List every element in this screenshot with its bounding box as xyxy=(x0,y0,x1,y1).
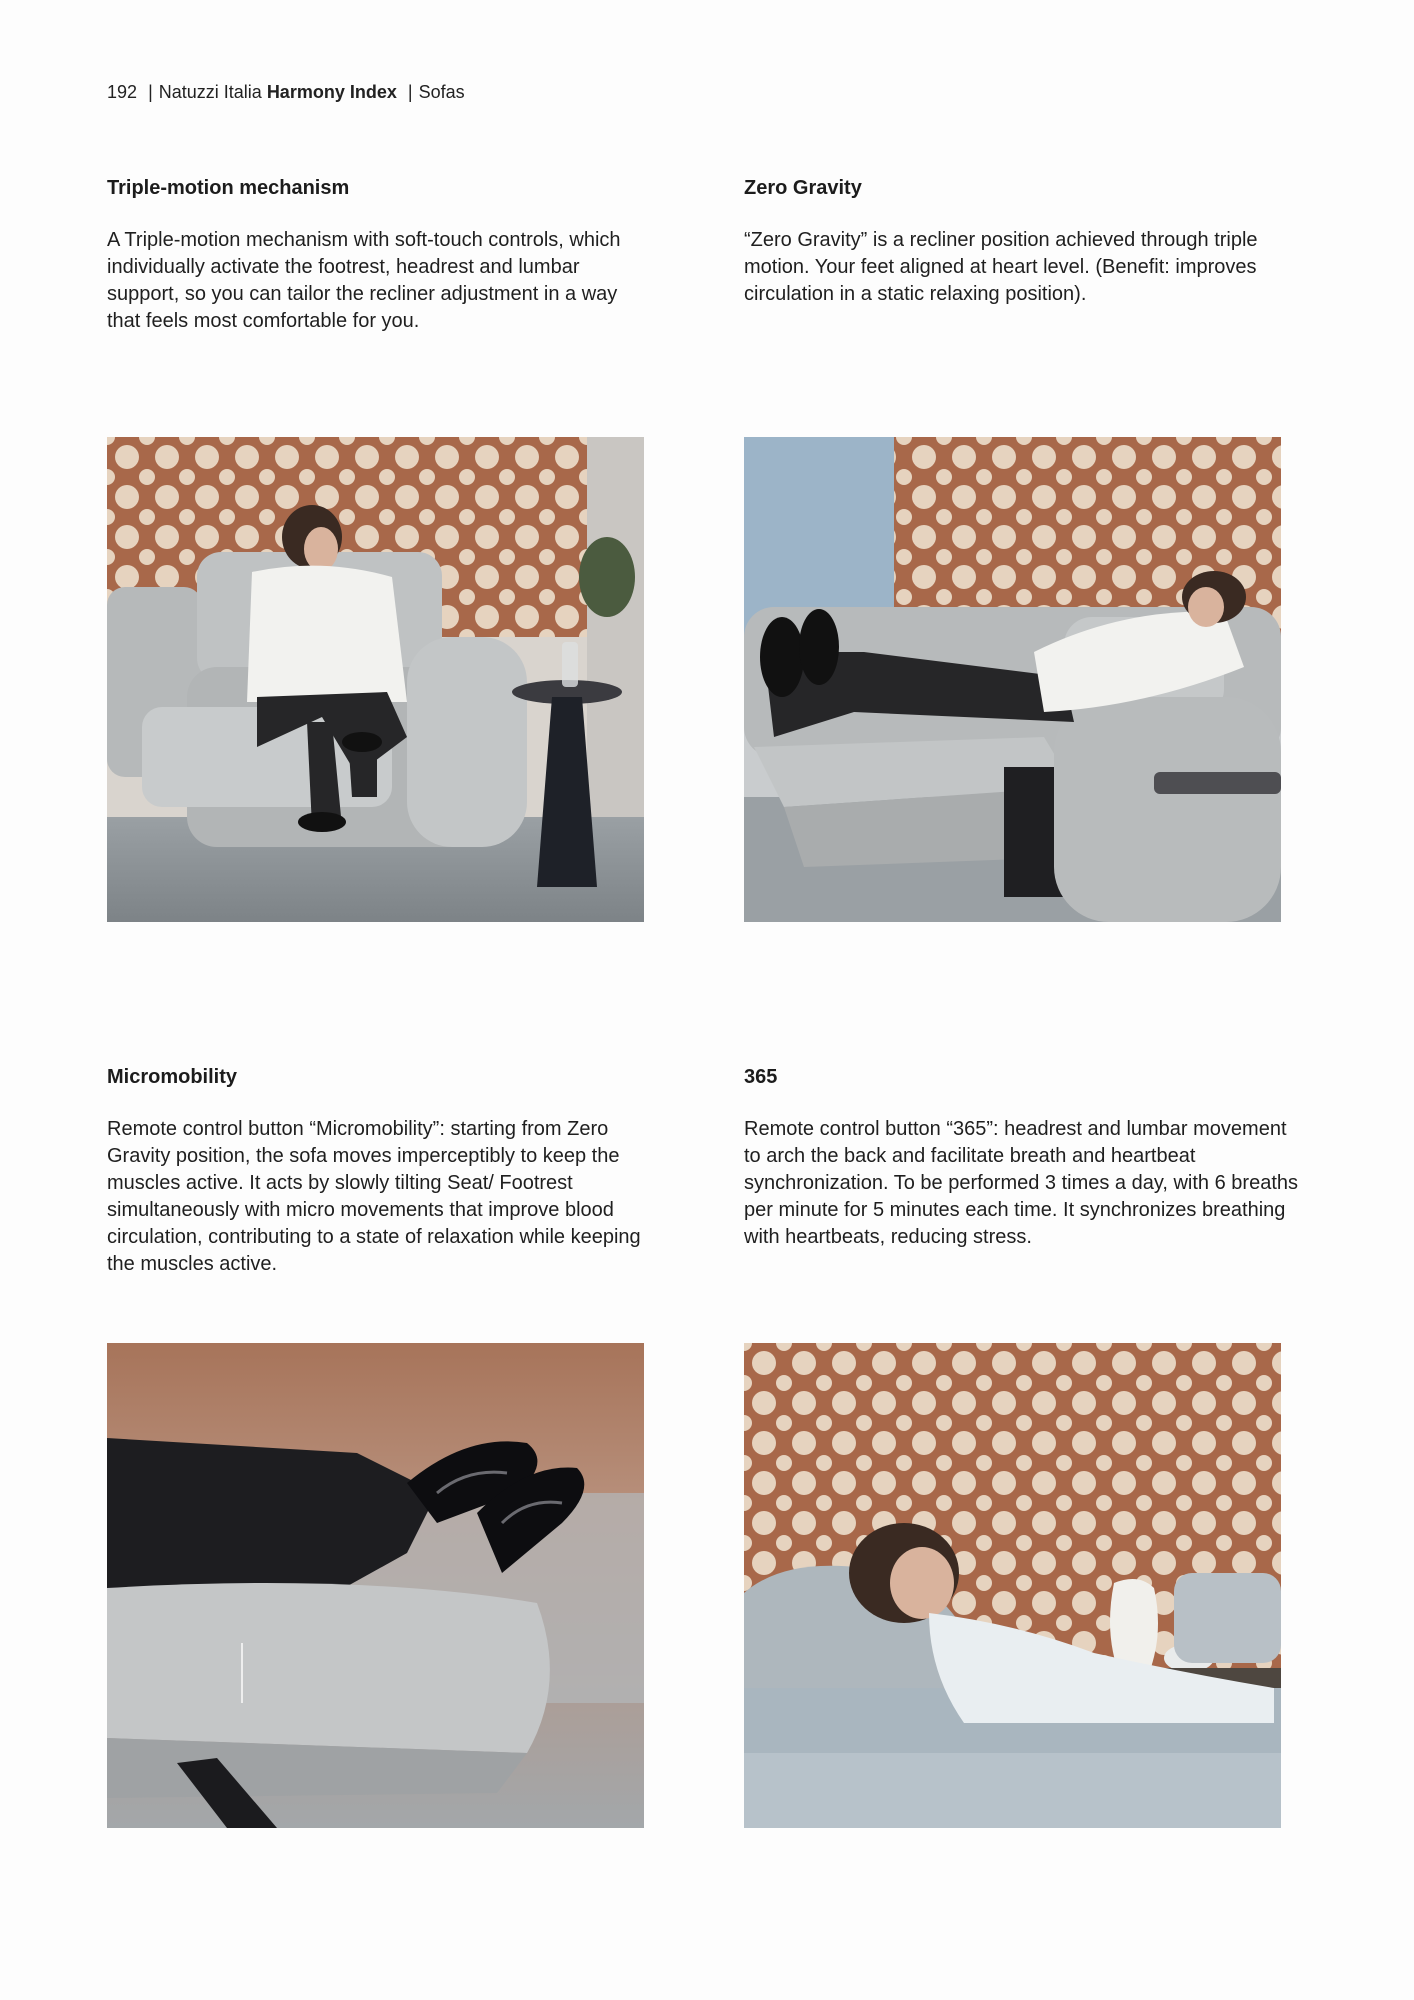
photo-micromobility xyxy=(107,1343,644,1828)
photo-365 xyxy=(744,1343,1281,1828)
section-body: A Triple-motion mechanism with soft-touch controls, which individually activate the footrest, headrest and lumbar support, so you can tailor the recliner adjustment in a way that feels most comfortable for you. xyxy=(107,229,621,332)
section-micromobility xyxy=(107,1065,647,1278)
header-separator: | xyxy=(148,82,153,102)
section-title: Micromobility xyxy=(107,1066,238,1088)
header-separator: | xyxy=(407,82,413,102)
section-title: Triple-motion mechanism xyxy=(107,177,350,199)
publisher-name: Natuzzi Italia xyxy=(158,82,262,102)
photo-zero-gravity xyxy=(744,437,1281,922)
photo-triple-motion xyxy=(107,437,644,922)
brand-name: Harmony Index xyxy=(266,82,397,102)
section-body: Remote control button “365”: headrest and lumbar movement to arch the back and facilitate breath and heartbeat synchronization. To be performed 3 times a day, with 6 breaths per minute for 5 minutes each time. It synchronizes breathing with heartbeats, reducing stress. xyxy=(744,1118,1298,1248)
page-number: 192 xyxy=(107,82,138,102)
section-365 xyxy=(744,1065,1304,1251)
section-title: 365 xyxy=(744,1066,778,1088)
section-title: Zero Gravity xyxy=(744,177,862,199)
section-body: Remote control button “Micromobility”: starting from Zero Gravity position, the sofa moves imperceptibly to keep the muscles active. It acts by slowly tilting Seat/ Footrest simultaneously with micro movements that improve blood circulation, contributing to a state of relaxation while keeping the muscles active. xyxy=(107,1118,641,1275)
section-triple-motion xyxy=(107,176,647,335)
section-body: “Zero Gravity” is a recliner position achieved through triple motion. Your feet aligned at heart level. (Benefit: improves circulation in a static relaxing position). xyxy=(744,229,1258,305)
section-zero-gravity xyxy=(744,176,1304,308)
page-header xyxy=(107,82,465,103)
category-name: Sofas xyxy=(418,82,465,102)
